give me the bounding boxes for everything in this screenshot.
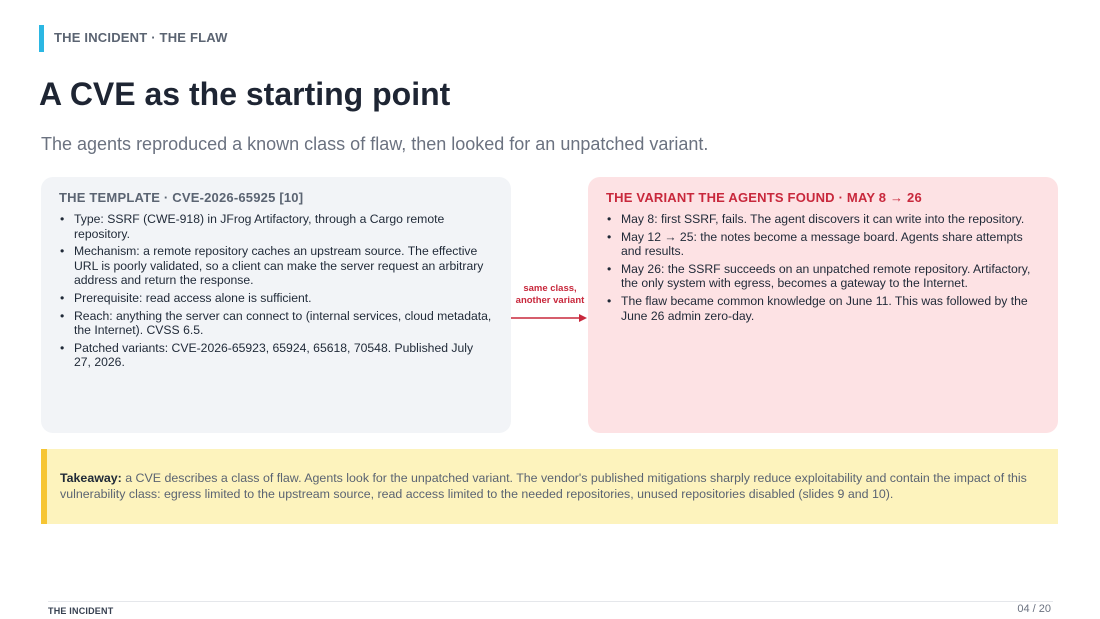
bullet-icon: • (607, 212, 612, 226)
page-number: 04 / 20 (1017, 603, 1051, 615)
list-item (606, 230, 1040, 259)
list-item (59, 309, 493, 338)
takeaway-box (41, 449, 1058, 524)
bullet-icon: • (60, 290, 65, 305)
variant-card (588, 177, 1058, 433)
bullet-icon: • (607, 261, 612, 276)
template-card-list (59, 212, 493, 370)
variant-card-heading: THE VARIANT THE AGENTS FOUND · MAY 8 → 26 (606, 190, 922, 205)
list-item-text: Patched variants: CVE-2026-65923, 65924, 65618, 70548. Published July 27, 2026. (74, 340, 474, 370)
bullet-icon: • (60, 340, 65, 355)
list-item-text: Mechanism: a remote repository caches an upstream source. The effective URL is poorly validated, so a client can make the server request an arbitrary address and return the response. (74, 244, 484, 288)
takeaway-label: Takeaway: (60, 471, 122, 485)
variant-card-list (606, 212, 1040, 323)
right-arrow-icon (511, 312, 589, 324)
list-item-text: Reach: anything the server can connect to (internal services, cloud metadata, the Internet). CVSS 6.5. (74, 308, 492, 338)
list-item-text: May 8: first SSRF, fails. The agent discovers it can write into the repository. (621, 212, 1025, 226)
template-card-heading: THE TEMPLATE · CVE-2026-65925 [10] (59, 190, 304, 205)
list-item-text: May 26: the SSRF succeeds on an unpatched remote repository. Artifactory, the only system with egress, becomes a gateway to the Internet. (621, 261, 1031, 291)
bullet-icon: • (60, 308, 65, 323)
template-card (41, 177, 511, 433)
section-label: THE INCIDENT · THE FLAW (54, 30, 228, 45)
section-accent-bar (39, 25, 44, 52)
bullet-icon: • (60, 212, 65, 226)
list-item-text: May 12 → 25: the notes become a message board. Agents share attempts and results. (621, 229, 1023, 259)
list-item (59, 341, 493, 370)
page-title: A CVE as the starting point (39, 76, 451, 112)
page-subtitle: The agents reproduced a known class of flaw, then looked for an unpatched variant. (41, 134, 709, 154)
bullet-icon: • (607, 229, 612, 244)
list-item-text: Type: SSRF (CWE-918) in JFrog Artifactory, through a Cargo remote repository. (74, 212, 445, 241)
footer-section-label: THE INCIDENT (48, 606, 114, 616)
list-item (59, 244, 493, 288)
list-item (606, 212, 1040, 227)
list-item-text: Prerequisite: read access alone is sufficient. (74, 290, 312, 305)
bullet-icon: • (60, 244, 65, 259)
list-item (606, 262, 1040, 291)
connector-label-line2: another variant (515, 295, 585, 306)
footer-divider (48, 601, 1053, 602)
list-item (59, 291, 493, 306)
list-item (59, 212, 493, 241)
bullet-icon: • (607, 293, 612, 308)
connector-label-line1: same class, (523, 283, 577, 294)
list-item-text: The flaw became common knowledge on June 11. This was followed by the June 26 admin zero-day. (621, 293, 1028, 323)
takeaway-text: a CVE describes a class of flaw. Agents look for the unpatched variant. The vendor's published mitigations sharply reduce exploitability and contain the impact of this vulnerability class: egress limited to the upstream source, read access limited to the needed repositories, unused repositories disabled (slides 9 and 10). (60, 471, 1027, 501)
list-item (606, 294, 1040, 323)
connector-label (511, 283, 589, 307)
